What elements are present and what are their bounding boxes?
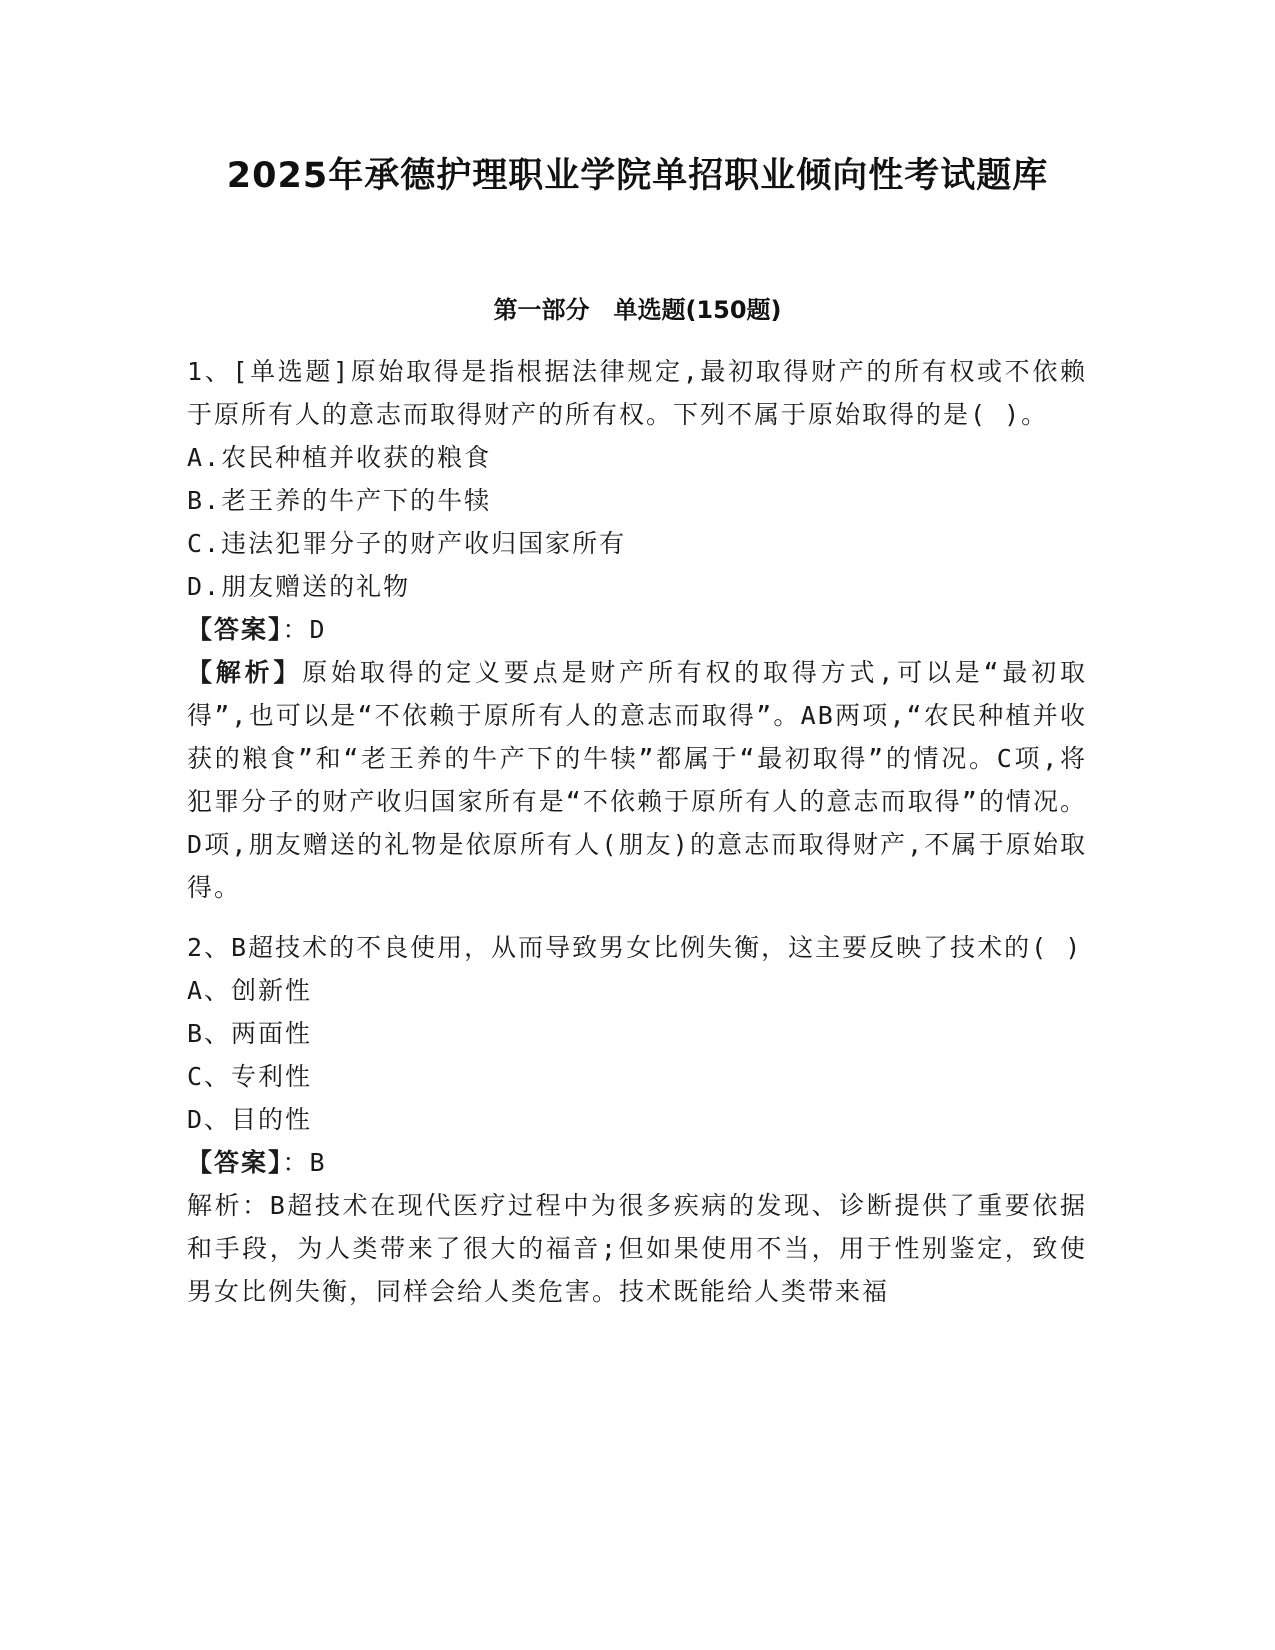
option-b: B、两面性 (187, 1019, 313, 1048)
analysis-paragraph: 解析：B超技术在现代医疗过程中为很多疾病的发现、诊断提供了重要依据和手段，为人类带来了很大的福音;但如果使用不当，用于性别鉴定，致使男女比例失衡，同样会给人类危害。技术既能给人类带来福 (187, 1191, 1087, 1306)
option-c: C.违法犯罪分子的财产收归国家所有 (187, 529, 627, 558)
answer-value: ：D (282, 615, 327, 644)
answer-value: ：B (282, 1148, 327, 1177)
answer-tag: 【答案】 (187, 615, 283, 644)
question-stem: 1、[单选题]原始取得是指根据法律规定,最初取得财产的所有权或不依赖于原所有人的意志而取得财产的所有权。下列不属于原始取得的是( )。 (187, 357, 1087, 429)
question-stem: 2、B超技术的不良使用，从而导致男女比例失衡，这主要反映了技术的( ) (187, 933, 1083, 962)
option-b: B.老王养的牛产下的牛犊 (187, 486, 492, 515)
section-title: 第一部分 单选题(150题) (493, 296, 782, 324)
document-title: 2025年承德护理职业学院单招职业倾向性考试题库 (226, 156, 1049, 196)
question-item (187, 350, 1087, 909)
analysis-paragraph (187, 651, 1087, 909)
option-d: D、目的性 (187, 1105, 313, 1134)
question-list (187, 350, 1087, 1313)
option-d: D.朋友赠送的礼物 (187, 572, 411, 601)
analysis-tag: 【解析】 (187, 658, 303, 687)
answer-line (187, 1141, 1087, 1184)
answer-line (187, 608, 1087, 651)
option-a: A.农民种植并收获的粮食 (187, 443, 492, 472)
option-c: C、专利性 (187, 1062, 313, 1091)
option-a: A、创新性 (187, 976, 313, 1005)
analysis-text: 原始取得的定义要点是财产所有权的取得方式,可以是“最初取得”,也可以是“不依赖于原所有人的意志而取得”。AB两项,“农民种植并收获的粮食”和“老王养的牛产下的牛犊”都属于“最初取得”的情况。C项,将犯罪分子的财产收归国家所有是“不依赖于原所有人的意志而取得”的情况。D项,朋友赠送的礼物是依原所有人(朋友)的意志而取得财产,不属于原始取得。 (187, 658, 1087, 902)
answer-tag: 【答案】 (187, 1148, 283, 1177)
question-item (187, 926, 1087, 1313)
